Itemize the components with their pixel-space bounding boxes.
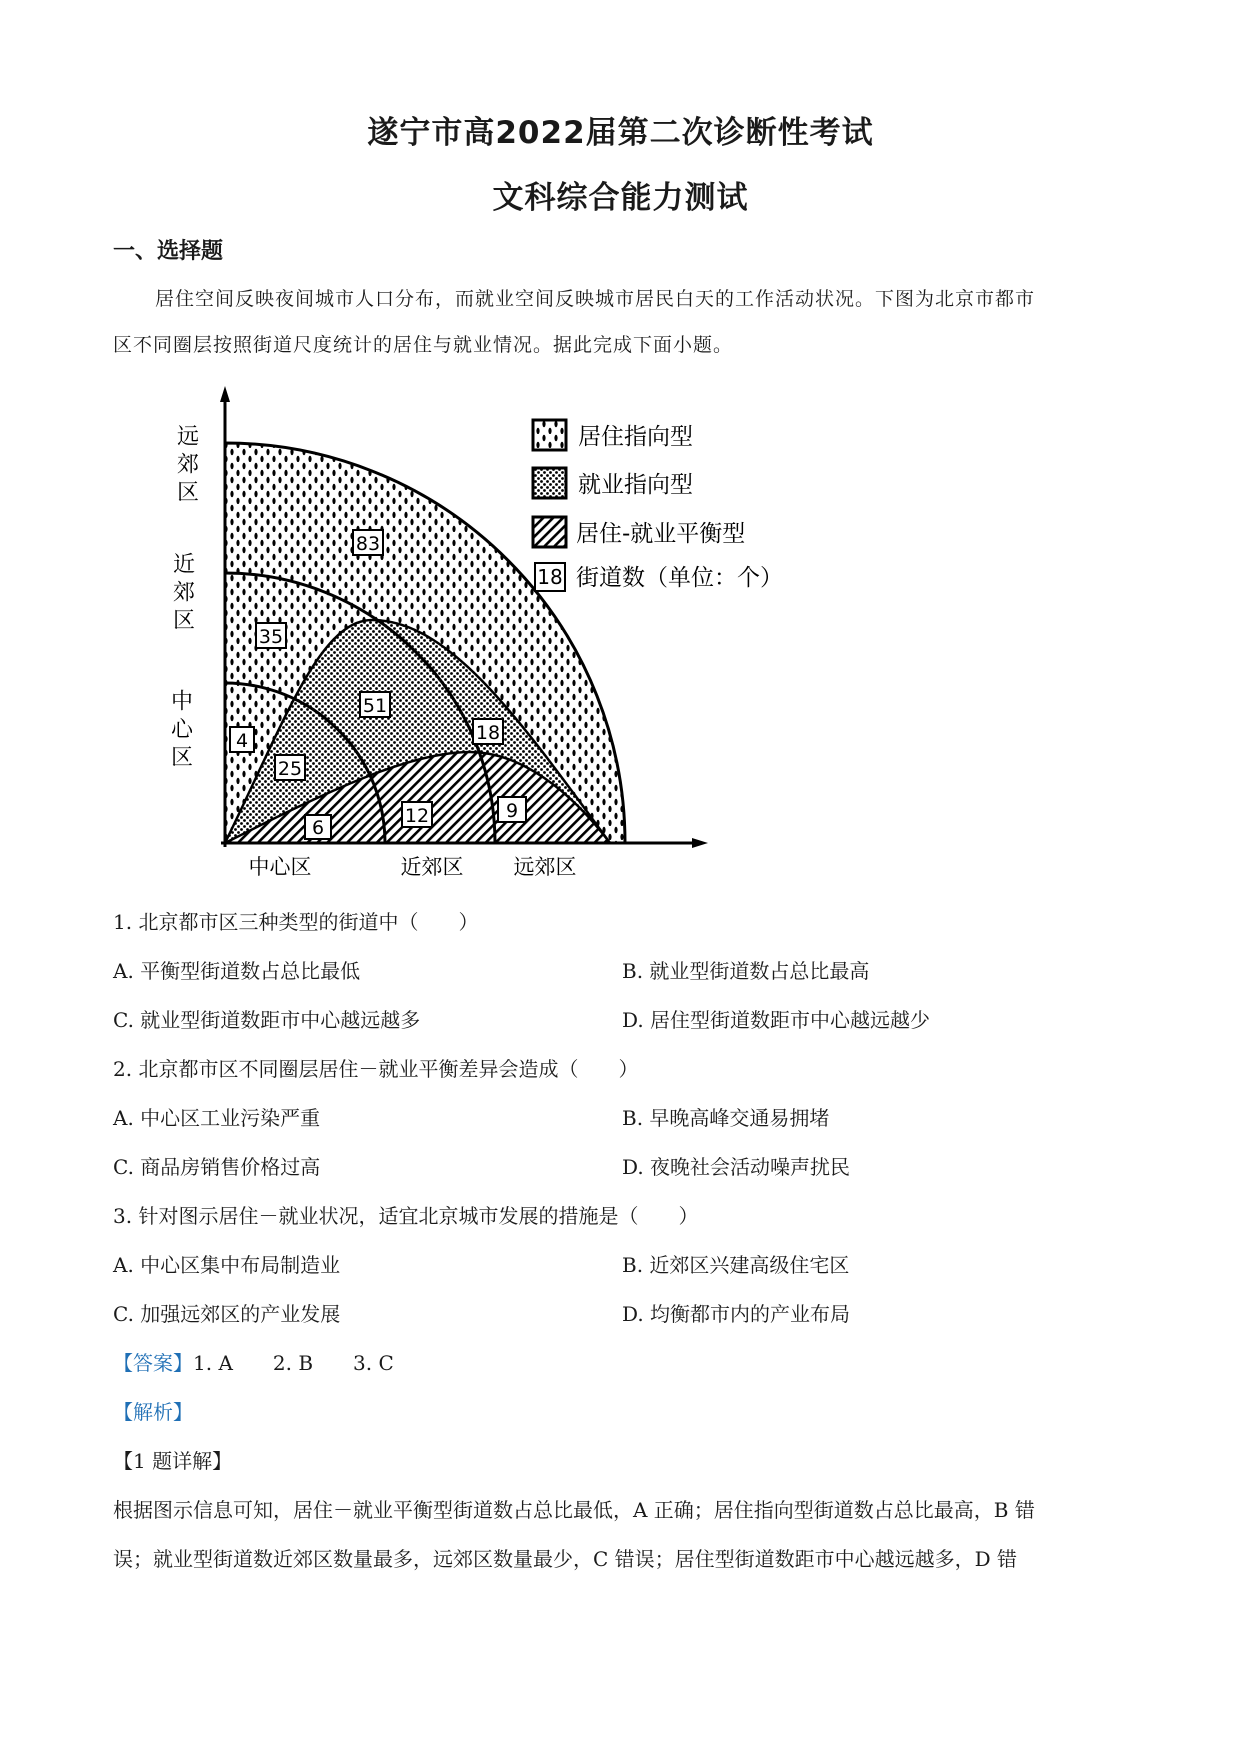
legend-balanced: 居住-就业平衡型	[576, 521, 746, 547]
x-label-near-suburb: 近郊区	[400, 855, 464, 879]
question-3-option-a: A. 中心区集中布局制造业	[113, 1253, 341, 1277]
count-employment-center: 25	[277, 758, 303, 780]
question-2-option-d: D. 夜晚社会活动噪声扰民	[622, 1155, 851, 1179]
question-1-stem: 1. 北京都市区三种类型的街道中（ ）	[113, 910, 479, 934]
analysis-label: 【解析】	[113, 1400, 193, 1424]
detail-line-2: 误；就业型街道数近郊区数量最多，远郊区数量最少，C 错误；居住型街道数距市中心越远越多，D 错	[113, 1547, 1018, 1571]
count-balanced-near: 12	[404, 805, 430, 827]
detail-line-1: 根据图示信息可知，居住－就业平衡型街道数占总比最低，A 正确；居住指向型街道数占总比最高，B 错	[113, 1498, 1035, 1522]
y-label-center: 中心区	[167, 689, 193, 773]
question-2-option-c: C. 商品房销售价格过高	[113, 1155, 321, 1179]
x-label-far-suburb: 远郊区	[513, 855, 577, 879]
legend-residential: 居住指向型	[578, 424, 693, 450]
question-3-option-d: D. 均衡都市内的产业布局	[622, 1302, 851, 1326]
y-label-far-suburb: 远郊区	[173, 424, 199, 508]
question-1-option-c: C. 就业型街道数距市中心越远越多	[113, 1008, 421, 1032]
count-employment-far: 18	[475, 722, 501, 744]
answer-label: 【答案】	[113, 1351, 193, 1375]
x-label-center: 中心区	[248, 855, 312, 879]
question-3-stem: 3. 针对图示居住－就业状况，适宜北京城市发展的措施是（ ）	[113, 1204, 699, 1228]
legend-street-count: 街道数（单位：个）	[576, 565, 783, 591]
section-heading: 一、选择题	[113, 239, 224, 264]
detail-heading: 【1 题详解】	[113, 1449, 233, 1473]
count-residential-near: 35	[258, 626, 284, 648]
legend-employment: 就业指向型	[578, 472, 693, 498]
answer-text: 1. A 2. B 3. C	[193, 1351, 394, 1375]
question-3-option-b: B. 近郊区兴建高级住宅区	[622, 1253, 850, 1277]
legend-box-sample: 18	[537, 565, 563, 589]
count-residential-center: 4	[235, 730, 249, 752]
figure-legend	[533, 420, 783, 591]
y-label-near-suburb: 近郊区	[169, 552, 195, 636]
question-2-option-b: B. 早晚高峰交通易拥堵	[622, 1106, 830, 1130]
count-residential-far: 83	[355, 533, 381, 555]
intro-line-1: 居住空间反映夜间城市人口分布，而就业空间反映城市居民白天的工作活动状况。下图为北京市都市	[155, 288, 1036, 310]
question-1-option-b: B. 就业型街道数占总比最高	[622, 959, 870, 983]
question-3-option-c: C. 加强远郊区的产业发展	[113, 1302, 341, 1326]
count-employment-near: 51	[362, 695, 388, 717]
residence-employment-figure	[150, 382, 810, 882]
question-1-option-a: A. 平衡型街道数占总比最低	[113, 959, 361, 983]
exam-title: 遂宁市高2022届第二次诊断性考试	[367, 115, 874, 151]
count-balanced-center: 6	[311, 817, 325, 839]
intro-line-2: 区不同圈层按照街道尺度统计的居住与就业情况。据此完成下面小题。	[113, 334, 734, 356]
exam-subtitle: 文科综合能力测试	[492, 180, 749, 216]
count-balanced-far: 9	[505, 800, 519, 822]
question-1-option-d: D. 居住型街道数距市中心越远越少	[622, 1008, 931, 1032]
question-2-option-a: A. 中心区工业污染严重	[113, 1106, 321, 1130]
answer-line	[113, 1347, 394, 1376]
question-2-stem: 2. 北京都市区不同圈层居住－就业平衡差异会造成（ ）	[113, 1057, 639, 1081]
